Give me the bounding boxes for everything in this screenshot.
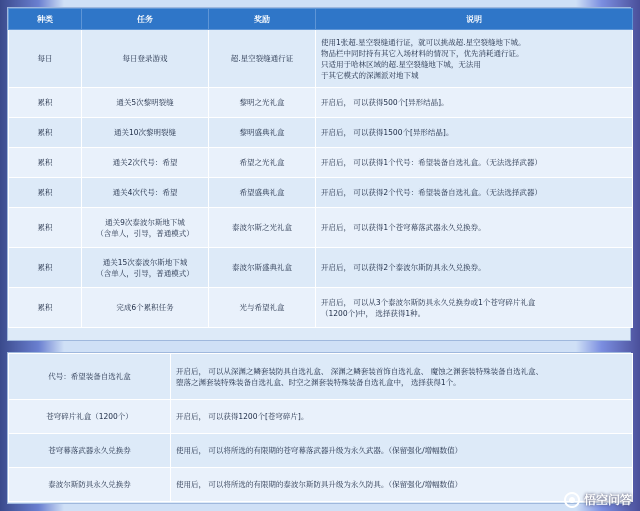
task-type-cell: 累积 <box>9 288 82 328</box>
task-table-header <box>9 9 633 30</box>
task-description-cell: 开启后， 可以获得2个代号：希望装备自选礼盒。（无法选择武器） <box>316 178 633 208</box>
header-reward: 奖励 <box>209 9 316 30</box>
watermark-text: 悟空问答 <box>583 493 632 507</box>
task-reward-cell: 黎明盛典礼盒 <box>209 118 316 148</box>
task-type-cell: 累积 <box>9 208 82 248</box>
item-row <box>9 400 633 434</box>
item-name-cell: 代号：希望装备自选礼盒 <box>9 354 171 400</box>
task-reward-cell: 泰波尔斯盛典礼盒 <box>209 248 316 288</box>
header-task: 任务 <box>82 9 209 30</box>
task-name-cell: 通关5次黎明裂缝 <box>82 88 209 118</box>
item-name-cell: 苍穹碎片礼盒（1200个） <box>9 400 171 434</box>
task-reward-cell: 希望盛典礼盒 <box>209 178 316 208</box>
task-row <box>9 288 633 328</box>
task-reward-cell: 光与希望礼盒 <box>209 288 316 328</box>
task-description-cell: 开启后， 可以获得1500个[异形结晶]。 <box>316 118 633 148</box>
task-row <box>9 248 633 288</box>
task-name-cell: 通关15次泰波尔斯地下城 （含单人，引导，普通模式） <box>82 248 209 288</box>
task-description-cell: 开启后， 可以获得500个[异形结晶]。 <box>316 88 633 118</box>
wukong-logo-icon <box>564 492 580 508</box>
item-description-cell: 使用后， 可以将所选的有限期的苍穹幕落武器升级为永久武器。（保留强化/增幅数值） <box>171 434 633 468</box>
task-name-cell: 完成6个累积任务 <box>82 288 209 328</box>
item-row <box>9 434 633 468</box>
item-name-cell: 泰波尔斯防具永久兑换券 <box>9 468 171 502</box>
item-row <box>9 468 633 502</box>
item-row <box>9 354 633 400</box>
item-name-cell: 苍穹幕落武器永久兑换券 <box>9 434 171 468</box>
task-name-cell: 通关9次泰波尔斯地下城 （含单人，引导，普通模式） <box>82 208 209 248</box>
task-row <box>9 30 633 88</box>
task-type-cell: 累积 <box>9 88 82 118</box>
task-description-cell: 使用1张超.星空裂缝通行证，就可以挑战超.星空裂缝地下城。 物品栏中同时持有其它入场材料的情况下，优先消耗通行证。 只适用于哈林区域的超.星空裂缝地下城，无法用 于其它模式的深渊派对地下城 <box>316 30 633 88</box>
task-row <box>9 88 633 118</box>
task-row <box>9 208 633 248</box>
header-type: 种类 <box>9 9 82 30</box>
task-type-cell: 每日 <box>9 30 82 88</box>
task-description-cell: 开启后， 可以获得2个泰波尔斯防具永久兑换券。 <box>316 248 633 288</box>
task-type-cell: 累积 <box>9 248 82 288</box>
task-description-cell: 开启后， 可以获得1个苍穹幕落武器永久兑换券。 <box>316 208 633 248</box>
task-row <box>9 118 633 148</box>
task-name-cell: 通关10次黎明裂缝 <box>82 118 209 148</box>
task-type-cell: 累积 <box>9 178 82 208</box>
task-type-cell: 累积 <box>9 118 82 148</box>
header-description: 说明 <box>316 9 633 30</box>
item-table-panel <box>7 352 631 504</box>
task-table-panel <box>7 7 631 341</box>
task-reward-cell: 黎明之光礼盒 <box>209 88 316 118</box>
item-description-cell: 使用后， 可以将所选的有限期的泰波尔斯防具升级为永久防具。（保留强化/增幅数值） <box>171 468 633 502</box>
task-reward-cell: 超.星空裂缝通行证 <box>209 30 316 88</box>
item-description-cell: 开启后， 可以获得1200个[苍穹碎片]。 <box>171 400 633 434</box>
task-name-cell: 通关4次代号：希望 <box>82 178 209 208</box>
item-table <box>8 353 633 502</box>
task-type-cell: 累积 <box>9 148 82 178</box>
task-name-cell: 通关2次代号：希望 <box>82 148 209 178</box>
task-row <box>9 178 633 208</box>
item-description-cell: 开启后， 可以从深渊之鳞套装防具自选礼盒、 深渊之鳞套装首饰自选礼盒、 魔蚀之渊套装特殊装备自选礼盒、 堕落之渊套装特殊装备自选礼盒、时空之渊套装特殊装备自选礼盒中， 选择获得1个。 <box>171 354 633 400</box>
task-description-cell: 开启后， 可以从3个泰波尔斯防具永久兑换券或1个苍穹碎片礼盒 （1200个)中， 选择获得1种。 <box>316 288 633 328</box>
task-description-cell: 开启后， 可以获得1个代号：希望装备自选礼盒。（无法选择武器） <box>316 148 633 178</box>
task-row <box>9 148 633 178</box>
task-table <box>8 8 633 328</box>
task-reward-cell: 泰波尔斯之光礼盒 <box>209 208 316 248</box>
task-name-cell: 每日登录游戏 <box>82 30 209 88</box>
task-reward-cell: 希望之光礼盒 <box>209 148 316 178</box>
watermark <box>564 491 632 508</box>
